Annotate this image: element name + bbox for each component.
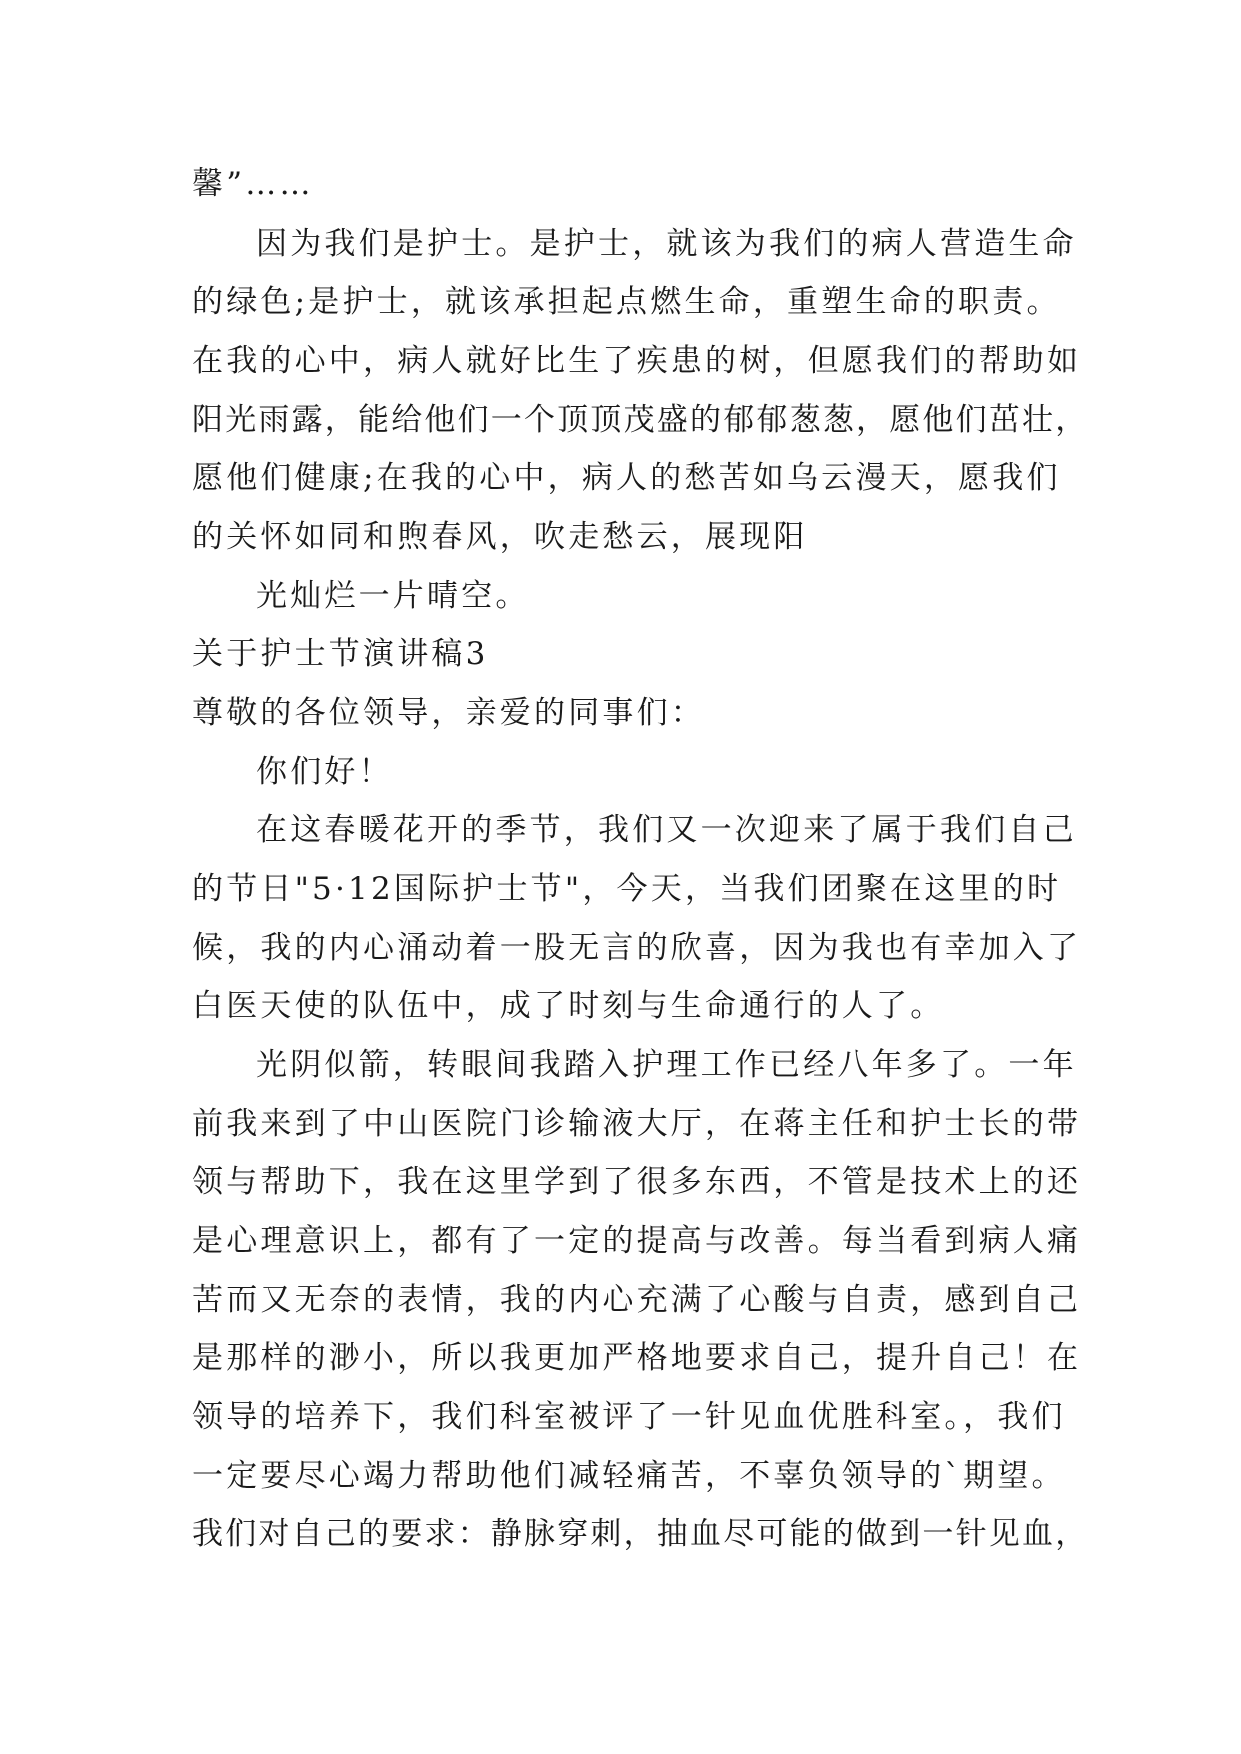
section-heading: 关于护士节演讲稿3: [192, 636, 489, 672]
text-line: 候，我的内心涌动着一股无言的欣喜，因为我也有幸加入了: [192, 930, 1082, 966]
text-line: 在我的心中，病人就好比生了疾患的树，但愿我们的帮助如: [192, 343, 1082, 379]
text-line: 愿他们健康;在我的心中，病人的愁苦如乌云漫天，愿我们: [192, 460, 1061, 496]
paragraph-start-line: 在这春暖花开的季节，我们又一次迎来了属于我们自己: [256, 812, 1077, 848]
paragraph-start-line: 光阴似箭，转眼间我踏入护理工作已经八年多了。一年: [256, 1047, 1077, 1083]
greeting-line: 你们好！: [256, 754, 393, 790]
text-line: 的关怀如同和煦春风，吹走愁云，展现阳: [192, 519, 808, 555]
text-line: 阳光雨露，能给他们一个顶顶茂盛的郁郁葱葱，愿他们茁壮，: [192, 402, 1089, 438]
text-line: 是心理意识上，都有了一定的提高与改善。每当看到病人痛: [192, 1223, 1082, 1259]
text-line: 领导的培养下，我们科室被评了一针见血优胜科室。，我们: [192, 1399, 1066, 1435]
text-line: 是那样的渺小，所以我更加严格地要求自己，提升自己！在: [192, 1340, 1082, 1376]
paragraph-start-line: 光灿烂一片晴空。: [256, 578, 530, 614]
text-line: 的绿色;是护士，就该承担起点燃生命，重塑生命的职责。: [192, 284, 1061, 320]
text-line: 我们对自己的要求：静脉穿刺，抽血尽可能的做到一针见血，: [192, 1516, 1089, 1552]
text-line: 的节日"5·12国际护士节"，今天，当我们团聚在这里的时: [192, 871, 1062, 907]
paragraph-start-line: 因为我们是护士。是护士，就该为我们的病人营造生命: [256, 226, 1077, 262]
text-line: 馨”……: [192, 166, 314, 202]
text-line: 白医天使的队伍中，成了时刻与生命通行的人了。: [192, 988, 945, 1024]
text-line: 一定要尽心竭力帮助他们减轻痛苦，不辜负领导的`期望。: [192, 1458, 1066, 1494]
text-line: 苦而又无奈的表情，我的内心充满了心酸与自责，感到自己: [192, 1282, 1082, 1318]
salutation-line: 尊敬的各位领导，亲爱的同事们：: [192, 695, 705, 731]
text-line: 领与帮助下，我在这里学到了很多东西，不管是技术上的还: [192, 1164, 1082, 1200]
text-line: 前我来到了中山医院门诊输液大厅，在蒋主任和护士长的带: [192, 1106, 1082, 1142]
